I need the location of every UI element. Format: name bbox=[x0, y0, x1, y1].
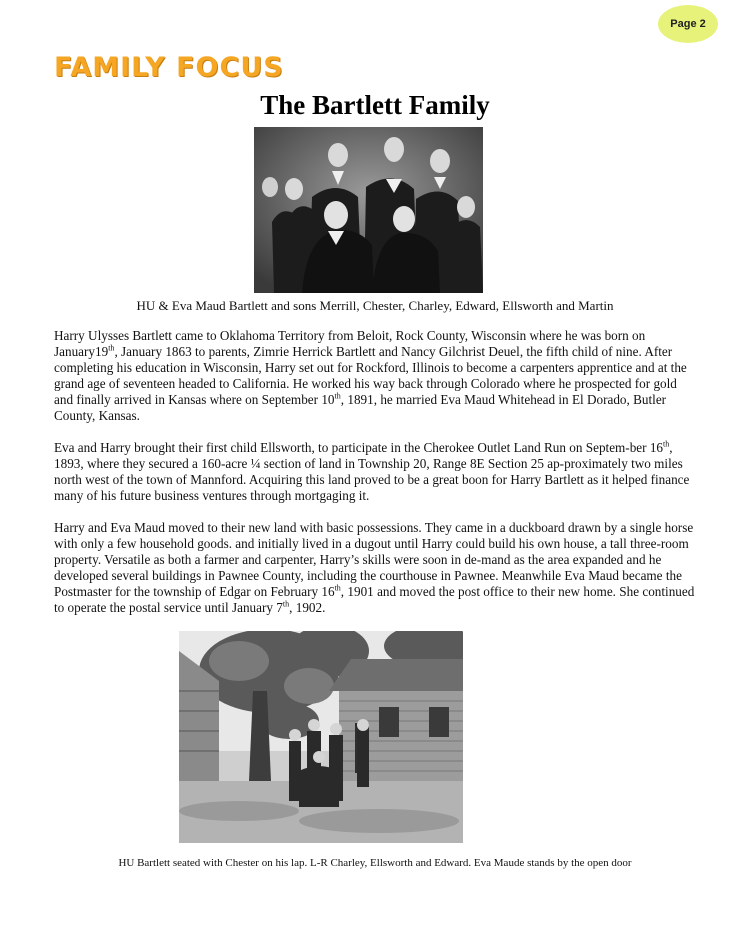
article-body bbox=[54, 328, 696, 632]
homestead-photo-caption: HU Bartlett seated with Chester on his lap. L-R Charley, Ellsworth and Edward. Eva Maude stands by the open door bbox=[118, 857, 632, 869]
paragraph-2: Eva and Harry brought their first child Ellsworth, to participate in the Cherokee Outlet Land Run on Septem-ber 16th, 1893, where they secured a 160-acre ¼ section of land in Township 20, Range 8E Section 25 ap-proximately two miles north west of the town of Mannford. Acquiring this land proved to be a great boon for Harry Bartlett as it helped finance many of his future business ventures through mortgaging it. bbox=[54, 439, 690, 503]
family-portrait-photo bbox=[254, 127, 483, 293]
homestead-image bbox=[179, 631, 463, 843]
page-number-label: Page 2 bbox=[670, 18, 706, 30]
family-portrait-caption: HU & Eva Maud Bartlett and sons Merrill, Chester, Charley, Edward, Ellsworth and Martin bbox=[136, 298, 614, 313]
paragraph-3: Harry and Eva Maud moved to their new land with basic possessions. They came in a duckboard drawn by a single horse with only a few household goods. and initially lived in a dugout until Harry could build his own house, a tall three-room property. Versatile as both a farmer and carpenter, Harry’s skills were soon in de-mand as the area expanded and he developed several buildings in Pawnee County, including the courthouse in Pawnee. Meanwhile Eva Maud became the Postmaster for the township of Edgar on February 16th, 1901 and moved the post office to their new home. She continued to operate the postal service until January 7th, 1902. bbox=[54, 520, 695, 615]
section-title: FAMILY FOCUS bbox=[54, 52, 284, 83]
family-portrait-image bbox=[254, 127, 483, 293]
homestead-photo bbox=[179, 631, 463, 843]
article-title: The Bartlett Family bbox=[260, 90, 490, 120]
page-number-badge bbox=[658, 5, 718, 43]
paragraph-1: Harry Ulysses Bartlett came to Oklahoma Territory from Beloit, Rock County, Wisconsin where he was born on January19th, January 1863 to parents, Zimrie Herrick Bartlett and Nancy Gilchrist Deuel, the fifth child of nine. After completing his education in Wisconsin, Harry set out for Rockford, Illinois to become a carpenters apprentice and at the grand age of seventeen headed to California. He worked his way back through Colorado where he prospected for gold and finally arrived in Kansas where on September 10th, 1891, he married Eva Maud Whitehead in El Dorado, Butler County, Kansas. bbox=[54, 328, 687, 423]
